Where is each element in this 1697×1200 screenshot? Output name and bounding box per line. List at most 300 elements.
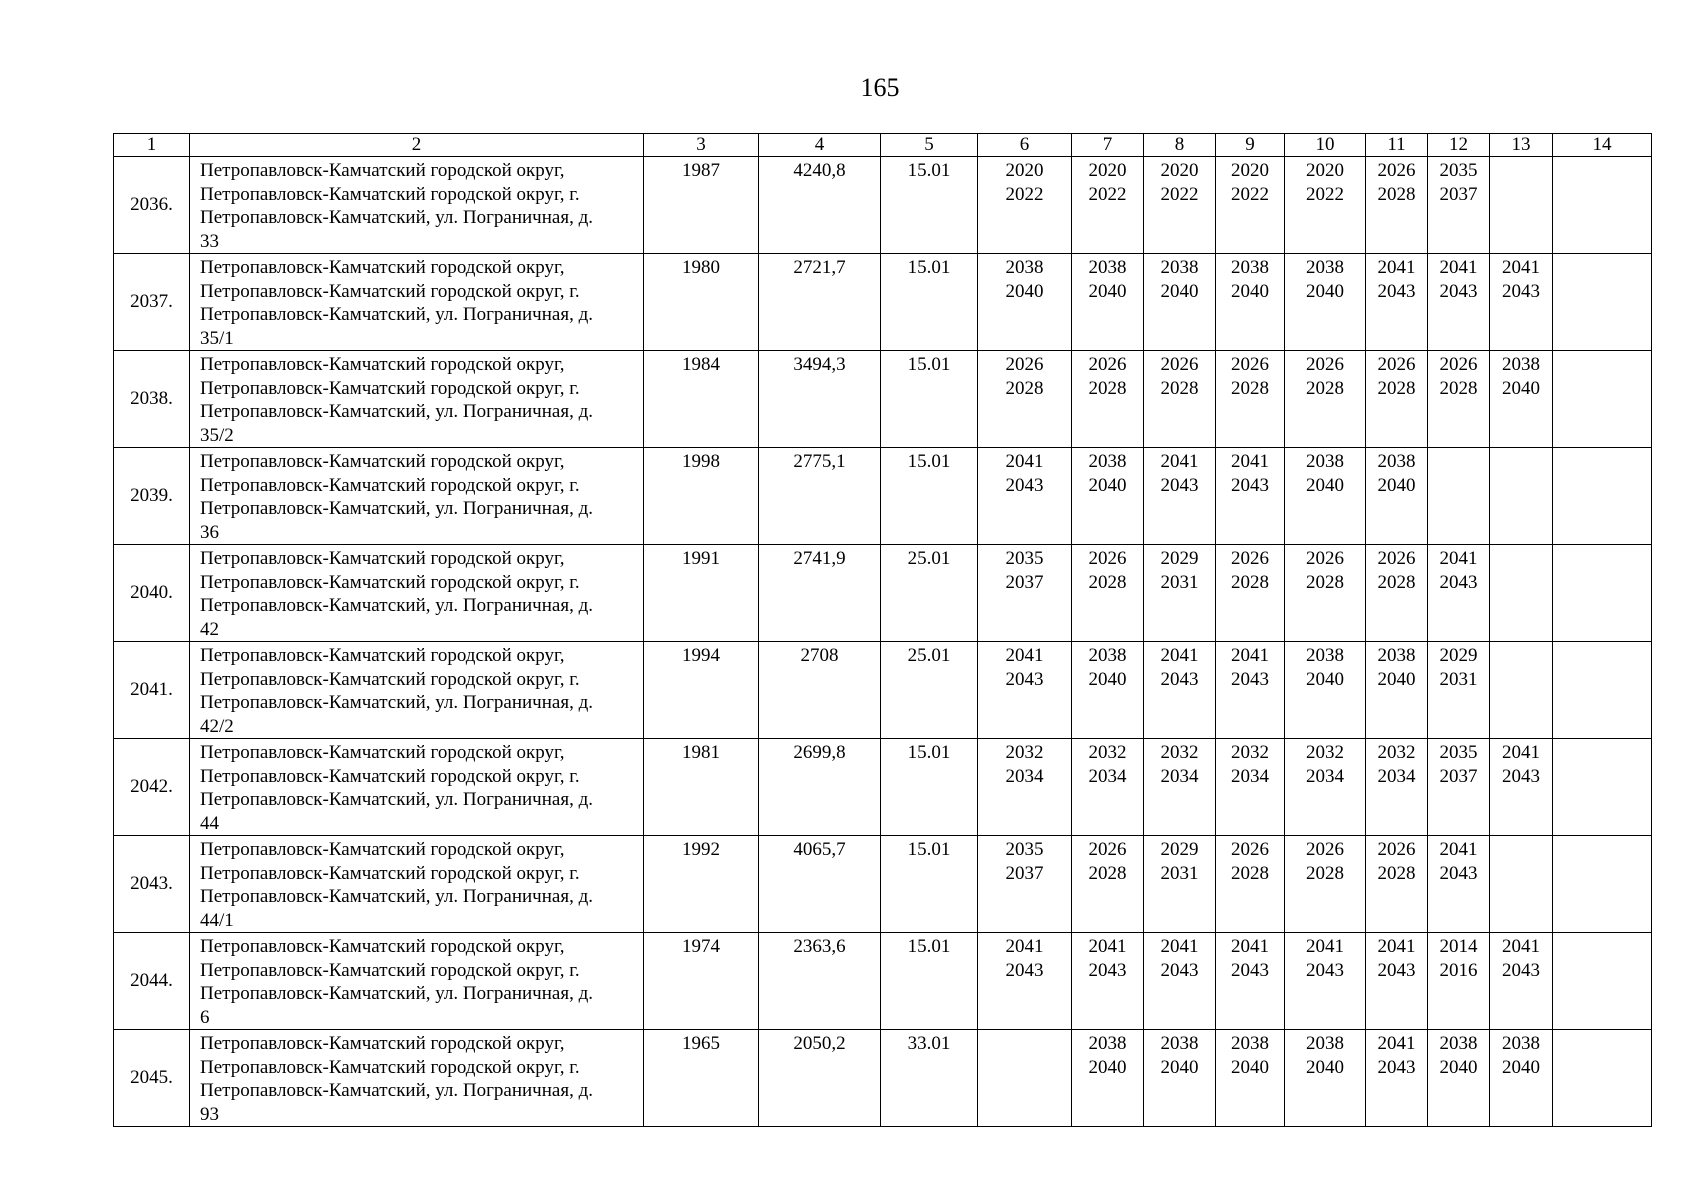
address-line: Петропавловск-Камчатский городской округ,: [200, 742, 565, 763]
period-end: 2034: [1005, 765, 1044, 787]
period-end: 2037: [1005, 862, 1044, 884]
address-cell: [190, 254, 644, 351]
period-cell: [1428, 836, 1490, 933]
period-end: 2028: [1160, 377, 1199, 399]
period-end: 2016: [1439, 959, 1478, 981]
period-cell: [1285, 254, 1366, 351]
column-header: 7: [1072, 134, 1144, 157]
period-end: 2022: [1160, 183, 1199, 205]
period-end: 2043: [1005, 474, 1044, 496]
period-end: 2028: [1377, 183, 1416, 205]
address-cell: [190, 836, 644, 933]
period-cell: [978, 1030, 1072, 1127]
address-line: 35/2: [200, 424, 234, 446]
period-cell: [1428, 739, 1490, 836]
period-end: 2043: [1231, 668, 1269, 690]
period-start: 2026: [1088, 354, 1127, 375]
column-header: 9: [1216, 134, 1285, 157]
period-end: 2037: [1439, 183, 1478, 205]
period-start: 2035: [1005, 839, 1044, 860]
period-start: 2041: [1439, 548, 1478, 569]
period-start: 2041: [1005, 936, 1044, 957]
code-cell: 33.01: [881, 1030, 978, 1127]
period-cell: [1366, 933, 1428, 1030]
period-end: 2043: [1377, 959, 1416, 981]
table-row: [114, 351, 1652, 448]
area-cell: 2363,6: [759, 933, 881, 1030]
period-start: 2041: [1502, 936, 1540, 957]
period-end: 2028: [1306, 571, 1344, 593]
period-cell: [1553, 157, 1652, 254]
address-line: 6: [200, 1006, 210, 1028]
column-header: 11: [1366, 134, 1428, 157]
column-header: 12: [1428, 134, 1490, 157]
period-end: 2040: [1306, 668, 1344, 690]
table-header: [114, 134, 1652, 157]
period-start: 2038: [1088, 1033, 1127, 1054]
period-cell: [1428, 351, 1490, 448]
period-cell: [1285, 545, 1366, 642]
period-cell: [1490, 545, 1553, 642]
address-line: Петропавловск-Камчатский городской округ, г.: [200, 959, 580, 981]
address-cell: [190, 545, 644, 642]
table-row: [114, 448, 1652, 545]
address-line: Петропавловск-Камчатский, ул. Пограничная, д.: [200, 886, 593, 907]
column-header: 3: [644, 134, 759, 157]
period-cell: [1366, 836, 1428, 933]
period-start: 2041: [1231, 936, 1269, 957]
period-cell: [1366, 739, 1428, 836]
period-cell: [1428, 545, 1490, 642]
period-cell: [1490, 448, 1553, 545]
period-start: 2038: [1160, 257, 1199, 278]
period-cell: [1428, 448, 1490, 545]
period-end: 2043: [1005, 668, 1044, 690]
period-start: 2038: [1231, 1033, 1269, 1054]
address-line: Петропавловск-Камчатский городской округ, г.: [200, 183, 580, 205]
table-body: [114, 157, 1652, 1127]
period-end: 2028: [1088, 571, 1127, 593]
period-start: 2026: [1231, 354, 1269, 375]
address-line: Петропавловск-Камчатский городской округ, г.: [200, 1056, 580, 1078]
area-cell: 2050,2: [759, 1030, 881, 1127]
row-number: 2040.: [114, 545, 190, 642]
period-cell: [1285, 739, 1366, 836]
address-line: 44: [200, 812, 219, 834]
period-cell: [1144, 545, 1216, 642]
address-line: Петропавловск-Камчатский, ул. Пограничная, д.: [200, 595, 593, 616]
row-number: 2042.: [114, 739, 190, 836]
period-start: 2038: [1306, 645, 1344, 666]
period-cell: [1216, 157, 1285, 254]
period-end: 2028: [1306, 377, 1344, 399]
area-cell: 2741,9: [759, 545, 881, 642]
address-line: Петропавловск-Камчатский городской округ,: [200, 936, 565, 957]
code-cell: 15.01: [881, 448, 978, 545]
address-line: Петропавловск-Камчатский городской округ,: [200, 645, 565, 666]
address-line: 42/2: [200, 715, 234, 737]
period-cell: [1072, 351, 1144, 448]
address-line: Петропавловск-Камчатский городской округ, г.: [200, 571, 580, 593]
address-cell: [190, 351, 644, 448]
period-end: 2040: [1502, 377, 1540, 399]
period-cell: [1144, 642, 1216, 739]
period-end: 2040: [1439, 1056, 1478, 1078]
period-end: 2028: [1377, 862, 1416, 884]
period-cell: [1216, 1030, 1285, 1127]
year-cell: 1980: [644, 254, 759, 351]
period-end: 2043: [1377, 280, 1416, 302]
period-cell: [1072, 836, 1144, 933]
period-cell: [1072, 157, 1144, 254]
address-line: Петропавловск-Камчатский городской округ,: [200, 839, 565, 860]
row-number: 2037.: [114, 254, 190, 351]
period-start: 2020: [1160, 160, 1199, 181]
period-cell: [1144, 933, 1216, 1030]
period-end: 2043: [1502, 280, 1540, 302]
period-cell: [978, 836, 1072, 933]
period-cell: [1144, 254, 1216, 351]
period-start: 2026: [1231, 548, 1269, 569]
period-cell: [978, 739, 1072, 836]
period-start: 2038: [1377, 645, 1416, 666]
column-header: 6: [978, 134, 1072, 157]
address-cell: [190, 157, 644, 254]
row-number: 2044.: [114, 933, 190, 1030]
period-end: 2043: [1160, 959, 1199, 981]
period-end: 2031: [1160, 571, 1199, 593]
address-line: Петропавловск-Камчатский городской округ,: [200, 160, 565, 181]
period-start: 2032: [1160, 742, 1199, 763]
period-start: 2026: [1160, 354, 1199, 375]
period-end: 2040: [1160, 280, 1199, 302]
period-end: 2037: [1439, 765, 1478, 787]
period-start: 2029: [1160, 839, 1199, 860]
period-cell: [1072, 254, 1144, 351]
address-line: 36: [200, 521, 219, 543]
year-cell: 1965: [644, 1030, 759, 1127]
period-start: 2026: [1377, 839, 1416, 860]
period-cell: [1072, 448, 1144, 545]
period-cell: [1144, 157, 1216, 254]
address-cell: [190, 933, 644, 1030]
period-start: 2026: [1306, 839, 1344, 860]
period-end: 2034: [1160, 765, 1199, 787]
period-end: 2028: [1377, 377, 1416, 399]
period-end: 2028: [1377, 571, 1416, 593]
year-cell: 1984: [644, 351, 759, 448]
period-cell: [1285, 836, 1366, 933]
address-line: Петропавловск-Камчатский, ул. Пограничная, д.: [200, 983, 593, 1004]
address-line: Петропавловск-Камчатский городской округ, г.: [200, 862, 580, 884]
period-end: 2043: [1439, 280, 1478, 302]
period-start: 2035: [1439, 160, 1478, 181]
period-start: 2026: [1088, 548, 1127, 569]
period-start: 2041: [1005, 451, 1044, 472]
period-cell: [1366, 1030, 1428, 1127]
row-number: 2043.: [114, 836, 190, 933]
period-cell: [1553, 642, 1652, 739]
period-start: 2026: [1005, 354, 1044, 375]
period-cell: [1553, 448, 1652, 545]
period-end: 2028: [1231, 377, 1269, 399]
code-cell: 15.01: [881, 157, 978, 254]
address-cell: [190, 1030, 644, 1127]
address-line: Петропавловск-Камчатский городской округ,: [200, 354, 565, 375]
year-cell: 1998: [644, 448, 759, 545]
period-start: 2038: [1377, 451, 1416, 472]
area-cell: 2699,8: [759, 739, 881, 836]
period-end: 2040: [1231, 280, 1269, 302]
period-cell: [1285, 1030, 1366, 1127]
year-cell: 1992: [644, 836, 759, 933]
period-start: 2029: [1439, 645, 1478, 666]
address-line: Петропавловск-Камчатский городской округ,: [200, 257, 565, 278]
period-end: 2043: [1088, 959, 1127, 981]
period-cell: [1490, 157, 1553, 254]
year-cell: 1987: [644, 157, 759, 254]
address-line: Петропавловск-Камчатский городской округ, г.: [200, 765, 580, 787]
period-cell: [1490, 933, 1553, 1030]
year-cell: 1974: [644, 933, 759, 1030]
period-end: 2043: [1502, 959, 1540, 981]
period-end: 2040: [1231, 1056, 1269, 1078]
table-row: [114, 933, 1652, 1030]
period-cell: [1285, 642, 1366, 739]
period-cell: [1072, 933, 1144, 1030]
code-cell: 25.01: [881, 545, 978, 642]
period-start: 2026: [1377, 354, 1416, 375]
period-cell: [978, 933, 1072, 1030]
address-line: Петропавловск-Камчатский городской округ,: [200, 1033, 565, 1054]
period-start: 2041: [1088, 936, 1127, 957]
year-cell: 1981: [644, 739, 759, 836]
table-row: [114, 836, 1652, 933]
period-end: 2043: [1502, 765, 1540, 787]
period-end: 2034: [1231, 765, 1269, 787]
address-cell: [190, 448, 644, 545]
period-cell: [1553, 836, 1652, 933]
period-start: 2038: [1088, 451, 1127, 472]
address-cell: [190, 739, 644, 836]
address-line: Петропавловск-Камчатский, ул. Пограничная, д.: [200, 401, 593, 422]
area-cell: 4065,7: [759, 836, 881, 933]
period-cell: [978, 642, 1072, 739]
period-start: 2038: [1005, 257, 1044, 278]
period-cell: [1144, 448, 1216, 545]
period-start: 2026: [1088, 839, 1127, 860]
period-end: 2043: [1231, 959, 1269, 981]
address-line: Петропавловск-Камчатский, ул. Пограничная, д.: [200, 498, 593, 519]
code-cell: 15.01: [881, 739, 978, 836]
period-start: 2038: [1306, 1033, 1344, 1054]
period-cell: [978, 254, 1072, 351]
period-cell: [1490, 642, 1553, 739]
period-start: 2026: [1306, 548, 1344, 569]
period-cell: [1072, 739, 1144, 836]
period-cell: [1490, 1030, 1553, 1127]
period-cell: [1216, 545, 1285, 642]
area-cell: 4240,8: [759, 157, 881, 254]
period-cell: [1553, 351, 1652, 448]
period-cell: [1428, 157, 1490, 254]
period-cell: [1490, 739, 1553, 836]
housing-registry-table: [113, 133, 1652, 1127]
period-end: 2040: [1377, 668, 1416, 690]
period-cell: [1366, 545, 1428, 642]
period-cell: [1216, 933, 1285, 1030]
period-start: 2041: [1231, 645, 1269, 666]
period-start: 2026: [1231, 839, 1269, 860]
period-start: 2038: [1088, 645, 1127, 666]
period-start: 2038: [1502, 354, 1540, 375]
period-start: 2020: [1005, 160, 1044, 181]
address-line: 33: [200, 230, 219, 252]
address-line: 42: [200, 618, 219, 640]
code-cell: 25.01: [881, 642, 978, 739]
period-start: 2020: [1088, 160, 1127, 181]
period-start: 2032: [1088, 742, 1127, 763]
address-line: 93: [200, 1103, 219, 1125]
column-header: 4: [759, 134, 881, 157]
period-end: 2022: [1088, 183, 1127, 205]
period-start: 2038: [1439, 1033, 1478, 1054]
row-number: 2039.: [114, 448, 190, 545]
period-start: 2026: [1377, 160, 1416, 181]
period-end: 2040: [1502, 1056, 1540, 1078]
period-cell: [1553, 739, 1652, 836]
period-start: 2032: [1231, 742, 1269, 763]
period-cell: [1216, 739, 1285, 836]
period-end: 2028: [1439, 377, 1478, 399]
period-start: 2026: [1306, 354, 1344, 375]
period-cell: [1366, 642, 1428, 739]
address-line: Петропавловск-Камчатский, ул. Пограничная, д.: [200, 1080, 593, 1101]
period-end: 2028: [1231, 862, 1269, 884]
period-start: 2041: [1502, 742, 1540, 763]
period-start: 2020: [1306, 160, 1344, 181]
period-start: 2041: [1439, 257, 1478, 278]
area-cell: 2708: [759, 642, 881, 739]
period-end: 2043: [1160, 474, 1199, 496]
period-end: 2040: [1306, 280, 1344, 302]
area-cell: 2775,1: [759, 448, 881, 545]
period-cell: [1366, 254, 1428, 351]
column-header: 13: [1490, 134, 1553, 157]
period-start: 2032: [1377, 742, 1416, 763]
period-cell: [1216, 448, 1285, 545]
period-start: 2038: [1502, 1033, 1540, 1054]
column-header: 10: [1285, 134, 1366, 157]
period-cell: [1366, 157, 1428, 254]
column-header: 8: [1144, 134, 1216, 157]
row-number: 2038.: [114, 351, 190, 448]
period-end: 2043: [1439, 571, 1478, 593]
period-end: 2031: [1160, 862, 1199, 884]
period-cell: [978, 545, 1072, 642]
period-end: 2028: [1088, 377, 1127, 399]
table-row: [114, 545, 1652, 642]
period-start: 2032: [1306, 742, 1344, 763]
period-start: 2035: [1005, 548, 1044, 569]
period-start: 2041: [1439, 839, 1478, 860]
address-line: Петропавловск-Камчатский городской округ, г.: [200, 280, 580, 302]
period-end: 2034: [1088, 765, 1127, 787]
column-header: 2: [190, 134, 644, 157]
period-end: 2022: [1306, 183, 1344, 205]
period-end: 2040: [1377, 474, 1416, 496]
table-row: [114, 157, 1652, 254]
period-end: 2040: [1088, 280, 1127, 302]
period-end: 2028: [1306, 862, 1344, 884]
table-row: [114, 254, 1652, 351]
period-cell: [1490, 836, 1553, 933]
period-end: 2040: [1005, 280, 1044, 302]
row-number: 2041.: [114, 642, 190, 739]
period-end: 2034: [1306, 765, 1344, 787]
column-header: 1: [114, 134, 190, 157]
period-cell: [1072, 642, 1144, 739]
period-start: 2020: [1231, 160, 1269, 181]
period-end: 2028: [1088, 862, 1127, 884]
address-line: Петропавловск-Камчатский, ул. Пограничная, д.: [200, 692, 593, 713]
period-cell: [1144, 739, 1216, 836]
area-cell: 2721,7: [759, 254, 881, 351]
period-end: 2043: [1231, 474, 1269, 496]
period-cell: [978, 157, 1072, 254]
period-start: 2038: [1231, 257, 1269, 278]
period-end: 2040: [1306, 474, 1344, 496]
period-end: 2037: [1005, 571, 1044, 593]
period-start: 2035: [1439, 742, 1478, 763]
period-cell: [1285, 933, 1366, 1030]
period-cell: [1144, 1030, 1216, 1127]
address-line: Петропавловск-Камчатский городской округ,: [200, 451, 565, 472]
period-end: 2034: [1377, 765, 1416, 787]
period-cell: [1216, 351, 1285, 448]
period-cell: [978, 448, 1072, 545]
period-cell: [1285, 448, 1366, 545]
address-line: Петропавловск-Камчатский городской округ, г.: [200, 668, 580, 690]
address-line: Петропавловск-Камчатский городской округ,: [200, 548, 565, 569]
address-line: 35/1: [200, 327, 234, 349]
period-start: 2041: [1377, 936, 1416, 957]
code-cell: 15.01: [881, 933, 978, 1030]
period-end: 2043: [1005, 959, 1044, 981]
period-end: 2040: [1088, 1056, 1127, 1078]
period-cell: [1144, 836, 1216, 933]
period-end: 2040: [1088, 474, 1127, 496]
row-number: 2045.: [114, 1030, 190, 1127]
period-cell: [1553, 933, 1652, 1030]
period-cell: [1490, 254, 1553, 351]
period-start: 2041: [1377, 257, 1416, 278]
period-cell: [1428, 933, 1490, 1030]
period-cell: [1216, 254, 1285, 351]
period-cell: [1428, 642, 1490, 739]
period-start: 2026: [1439, 354, 1478, 375]
period-cell: [1366, 351, 1428, 448]
period-end: 2040: [1088, 668, 1127, 690]
period-start: 2041: [1160, 645, 1199, 666]
period-cell: [1366, 448, 1428, 545]
period-cell: [978, 351, 1072, 448]
period-cell: [1216, 836, 1285, 933]
period-cell: [1490, 351, 1553, 448]
period-end: 2043: [1377, 1056, 1416, 1078]
address-line: Петропавловск-Камчатский городской округ, г.: [200, 377, 580, 399]
address-cell: [190, 642, 644, 739]
